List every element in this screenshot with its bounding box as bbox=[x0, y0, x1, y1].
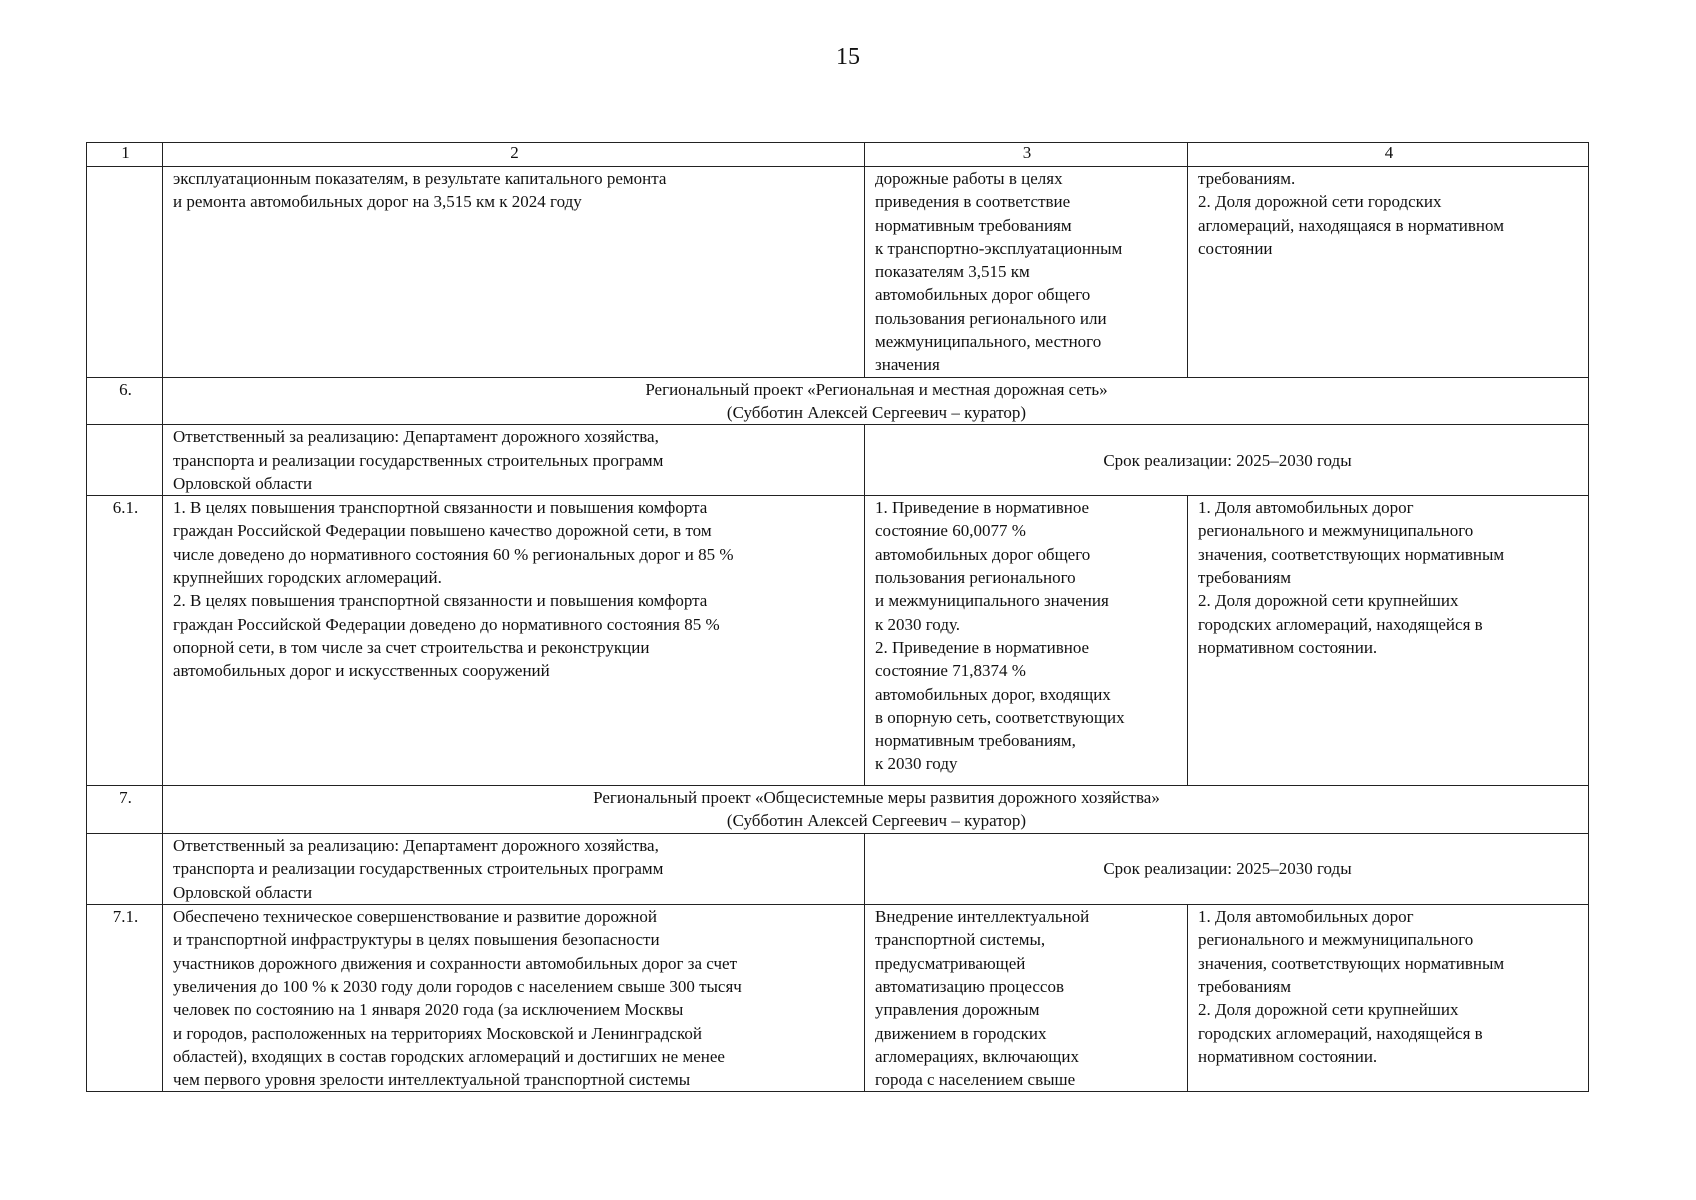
result-cell: Обеспечено техническое совершенствование и развитие дорожной и транспортной инфраструктуры в целях повышения безопасности участников дорожного движения и сохранности автомобильных дорог за счет увеличения до 100 % к 2030 году доли городов с населением свыше 300 тысяч человек по состоянию на 1 января 2020 года (за исключением Москвы и городов, расположенных на территориях Московской и Ленинградской областей), входящих в состав городских агломераций и достигших не менее чем первого уровня зрелости интеллектуальной транспортной системы bbox=[163, 905, 865, 1092]
column-number-4: 4 bbox=[1188, 143, 1589, 167]
row-number-cell bbox=[87, 167, 163, 378]
table-header-row bbox=[87, 143, 1589, 167]
responsible-row-6 bbox=[87, 425, 1589, 496]
page-number: 15 bbox=[836, 44, 860, 70]
indicator-cell: 1. Доля автомобильных дорог регионального и межмуниципального значения, соответствующих нормативным требованиям 2. Доля дорожной сети крупнейших городских агломераций, находящейся в нормативном состоянии. bbox=[1188, 905, 1589, 1092]
task-cell: 1. Приведение в нормативное состояние 60,0077 % автомобильных дорог общего пользования регионального и межмуниципального значения к 2030 году. 2. Приведение в нормативное состояние 71,8374 % автомобильных дорог, входящих в опорную сеть, соответствующих нормативным требованиям, к 2030 году bbox=[865, 496, 1188, 786]
result-cell: эксплуатационным показателям, в результате капитального ремонта и ремонта автомобильных дорог на 3,515 км к 2024 году bbox=[163, 167, 865, 378]
table-row-6-1 bbox=[87, 496, 1589, 786]
section-number: 7. bbox=[87, 786, 163, 834]
row-number-cell bbox=[87, 425, 163, 496]
task-cell: Внедрение интеллектуальной транспортной системы, предусматривающей автоматизацию процессов управления дорожным движением в городских агломерациях, включающих города с населением свыше bbox=[865, 905, 1188, 1092]
row-number: 6.1. bbox=[87, 496, 163, 786]
table-row-continuation bbox=[87, 167, 1589, 378]
task-cell: дорожные работы в целях приведения в соответствие нормативным требованиям к транспортно-эксплуатационным показателям 3,515 км автомобильных дорог общего пользования регионального или межмуниципального, местного значения bbox=[865, 167, 1188, 378]
indicator-cell: 1. Доля автомобильных дорог регионального и межмуниципального значения, соответствующих нормативным требованиям 2. Доля дорожной сети крупнейших городских агломераций, находящейся в нормативном состоянии. bbox=[1188, 496, 1589, 786]
term-cell: Срок реализации: 2025–2030 годы bbox=[865, 834, 1589, 905]
result-cell: 1. В целях повышения транспортной связанности и повышения комфорта граждан Российской Федерации повышено качество дорожной сети, в том числе доведено до нормативного состояния 60 % региональных дорог и 85 % крупнейших городских агломераций. 2. В целях повышения транспортной связанности и повышения комфорта граждан Российской Федерации доведено до нормативного состояния 85 % опорной сети, в том числе за счет строительства и реконструкции автомобильных дорог и искусственных сооружений bbox=[163, 496, 865, 786]
column-number-3: 3 bbox=[865, 143, 1188, 167]
row-number: 7.1. bbox=[87, 905, 163, 1092]
responsible-cell: Ответственный за реализацию: Департамент дорожного хозяйства, транспорта и реализации государственных строительных программ Орловской области bbox=[163, 425, 865, 496]
section-number: 6. bbox=[87, 377, 163, 425]
section-title: Региональный проект «Региональная и местная дорожная сеть» (Субботин Алексей Сергеевич – куратор) bbox=[163, 377, 1589, 425]
term-cell: Срок реализации: 2025–2030 годы bbox=[865, 425, 1589, 496]
row-number-cell bbox=[87, 834, 163, 905]
section-title: Региональный проект «Общесистемные меры развития дорожного хозяйства» (Субботин Алексей Сергеевич – куратор) bbox=[163, 786, 1589, 834]
section-row-6 bbox=[87, 377, 1589, 425]
column-number-2: 2 bbox=[163, 143, 865, 167]
table-row-7-1 bbox=[87, 905, 1589, 1092]
responsible-row-7 bbox=[87, 834, 1589, 905]
column-number-1: 1 bbox=[87, 143, 163, 167]
section-row-7 bbox=[87, 786, 1589, 834]
indicator-cell: требованиям. 2. Доля дорожной сети городских агломераций, находящаяся в нормативном состоянии bbox=[1188, 167, 1589, 378]
responsible-cell: Ответственный за реализацию: Департамент дорожного хозяйства, транспорта и реализации государственных строительных программ Орловской области bbox=[163, 834, 865, 905]
projects-table bbox=[86, 142, 1589, 1092]
